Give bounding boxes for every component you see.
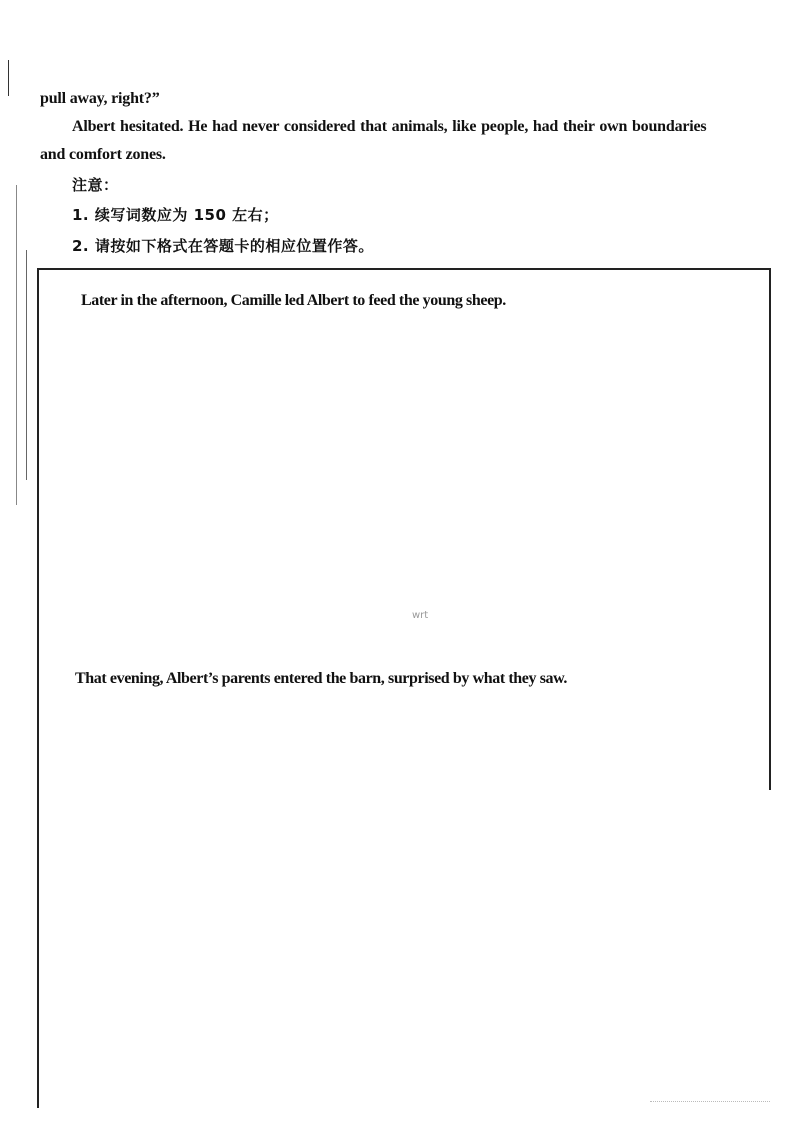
scan-speckle [650, 1101, 770, 1105]
notes-item: 2. 请按如下格式在答题卡的相应位置作答。 [72, 237, 374, 255]
passage-line: and comfort zones. [40, 146, 166, 163]
scan-edge-mark [8, 60, 9, 96]
passage-line: Albert hesitated. He had never considered that animals, like people, had their own boundaries [72, 118, 707, 135]
stray-mark: wrt [412, 610, 429, 621]
continuation-prompt: Later in the afternoon, Camille led Albert to feed the young sheep. [81, 292, 506, 309]
continuation-prompt: That evening, Albert’s parents entered the barn, surprised by what they saw. [75, 670, 567, 687]
notes-item: 1. 续写词数应为 150 左右； [72, 206, 279, 224]
scan-edge-mark [16, 185, 17, 505]
passage-line: pull away, right?” [40, 90, 160, 107]
notes-heading: 注意： [72, 176, 119, 194]
scan-edge-mark [26, 250, 27, 480]
box-border-gap [767, 790, 771, 1120]
